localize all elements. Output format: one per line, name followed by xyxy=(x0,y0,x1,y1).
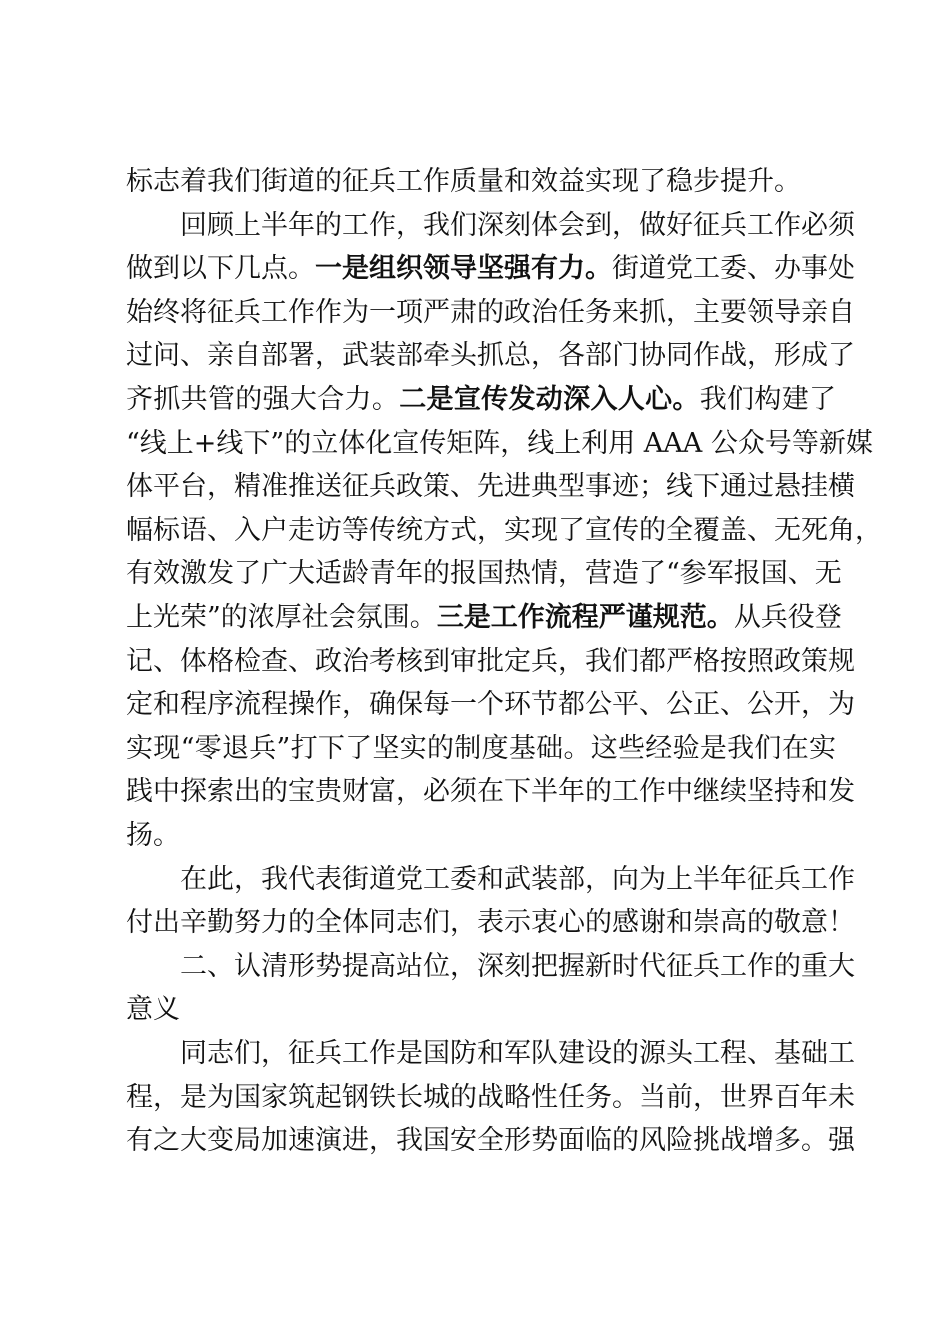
text-line xyxy=(126,379,836,421)
text-line xyxy=(126,684,855,726)
body-text: 付出辛勤努力的全体同志们，表示衷心的感谢和崇高的敬意！ xyxy=(126,907,855,938)
text-line xyxy=(126,1077,855,1119)
text-line xyxy=(126,248,855,290)
body-text: 践中探索出的宝贵财富，必须在下半年的工作中继续坚持和发 xyxy=(126,776,855,807)
body-text: 二、认清形势提高站位，深刻把握新时代征兵工作的重大 xyxy=(180,951,855,982)
text-line xyxy=(126,815,836,857)
body-text: 过问、亲自部署，武装部牵头抓总，各部门协同作战，形成了 xyxy=(126,340,855,371)
text-line xyxy=(180,1033,855,1075)
body-text: 同志们，征兵工作是国防和军队建设的源头工程、基础工 xyxy=(180,1038,855,1069)
text-line xyxy=(126,1120,855,1162)
body-text: 程，是为国家筑起钢铁长城的战略性任务。当前，世界百年未 xyxy=(126,1082,855,1113)
body-text: 体平台，精准推送征兵政策、先进典型事迹；线下通过悬挂横 xyxy=(126,471,855,502)
text-line xyxy=(126,728,836,770)
text-line xyxy=(126,292,855,334)
bold-heading-text: 一是组织领导坚强有力。 xyxy=(315,253,612,284)
text-line xyxy=(126,771,855,813)
text-line xyxy=(126,553,842,595)
body-text: 做到以下几点。 xyxy=(126,253,315,284)
body-text: 我们构建了 xyxy=(699,384,837,415)
body-text: 意义 xyxy=(126,994,180,1025)
body-text: 扬。 xyxy=(126,820,180,851)
text-line xyxy=(126,902,855,944)
body-text: 从兵役登 xyxy=(733,602,842,633)
text-line xyxy=(126,423,873,465)
body-text: 实现“零退兵”打下了坚实的制度基础。这些经验是我们在实 xyxy=(126,733,836,764)
text-line xyxy=(126,989,836,1031)
text-line xyxy=(126,641,855,683)
bold-heading-text: 二是宣传发动深入人心。 xyxy=(399,384,700,415)
body-text: 齐抓共管的强大合力。 xyxy=(126,384,400,415)
text-line xyxy=(126,510,882,552)
bold-heading-text: 三是工作流程严谨规范。 xyxy=(436,602,734,633)
body-text: “线上+线下”的立体化宣传矩阵，线上利用 AAA 公众号等新媒 xyxy=(126,428,873,459)
text-line xyxy=(126,466,855,508)
body-text: 街道党工委、办事处 xyxy=(612,253,855,284)
text-line xyxy=(180,859,855,901)
body-text: 定和程序流程操作，确保每一个环节都公平、公正、公开，为 xyxy=(126,689,855,720)
body-text: 在此，我代表街道党工委和武装部，向为上半年征兵工作 xyxy=(180,864,855,895)
body-text: 有之大变局加速演进，我国安全形势面临的风险挑战增多。强 xyxy=(126,1125,855,1156)
body-text: 记、体格检查、政治考核到审批定兵，我们都严格按照政策规 xyxy=(126,646,855,677)
text-line xyxy=(180,205,855,247)
body-text: 上光荣”的浓厚社会氛围。 xyxy=(126,602,437,633)
text-line xyxy=(126,161,836,203)
body-text: 幅标语、入户走访等传统方式，实现了宣传的全覆盖、无死角， xyxy=(126,515,882,546)
text-line xyxy=(126,597,842,639)
text-line xyxy=(180,946,855,988)
text-line xyxy=(126,335,855,377)
body-text: 始终将征兵工作作为一项严肃的政治任务来抓，主要领导亲自 xyxy=(126,297,855,328)
body-text: 有效激发了广大适龄青年的报国热情，营造了“参军报国、无 xyxy=(126,558,842,589)
body-text: 标志着我们街道的征兵工作质量和效益实现了稳步提升。 xyxy=(126,166,801,197)
body-text: 回顾上半年的工作，我们深刻体会到，做好征兵工作必须 xyxy=(180,210,855,241)
